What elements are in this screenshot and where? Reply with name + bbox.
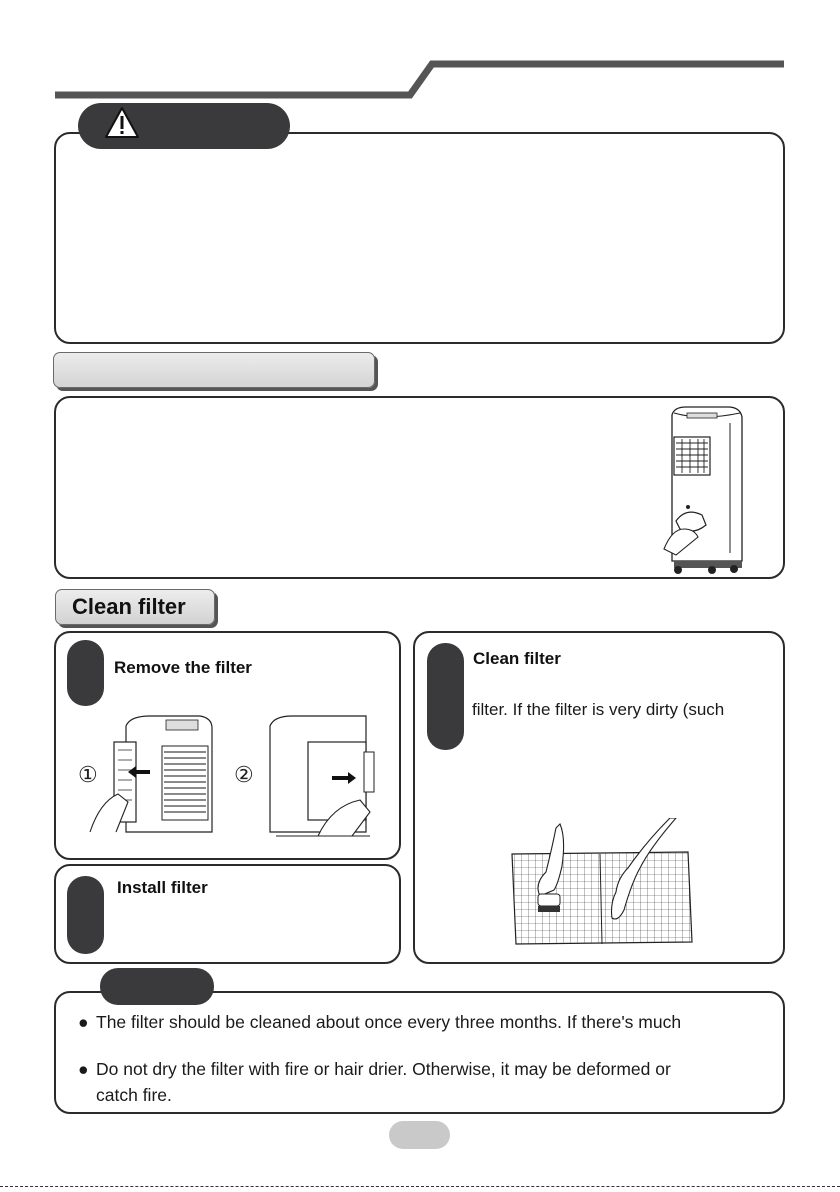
step-remove-marker — [67, 640, 104, 706]
notice-item: ● The filter should be cleaned about once every three months. If there's much — [78, 1010, 681, 1035]
header-rule — [0, 0, 840, 110]
warning-triangle-icon — [104, 106, 140, 140]
clean-unit-tab — [53, 352, 375, 388]
bullet-icon: ● — [78, 1012, 89, 1032]
step-remove-title: Remove the filter — [114, 658, 252, 677]
remove-filter-illustration — [70, 712, 390, 852]
notice-item: ● Do not dry the filter with fire or hair drier. Otherwise, it may be deformed or — [78, 1057, 671, 1082]
step-marker-2: ② — [234, 763, 254, 788]
step-clean-title: Clean filter — [473, 649, 561, 668]
notice-tab — [100, 968, 214, 1005]
unit-wiping-illustration — [662, 403, 746, 575]
step-marker-1: ① — [78, 763, 98, 788]
step-install-marker — [67, 876, 104, 954]
step-clean-marker — [427, 643, 464, 750]
step-install-title: Install filter — [117, 878, 208, 897]
step-install-box — [54, 864, 401, 964]
notice-item-continuation: catch fire. — [96, 1085, 172, 1105]
footer-rule — [0, 1186, 840, 1187]
warning-box — [54, 132, 785, 344]
page-number-badge — [389, 1121, 450, 1149]
step-clean-text: filter. If the filter is very dirty (such — [472, 700, 725, 719]
clean-filter-tab: Clean filter — [55, 589, 215, 625]
filter-brushing-illustration — [500, 818, 696, 948]
bullet-icon: ● — [78, 1059, 89, 1079]
